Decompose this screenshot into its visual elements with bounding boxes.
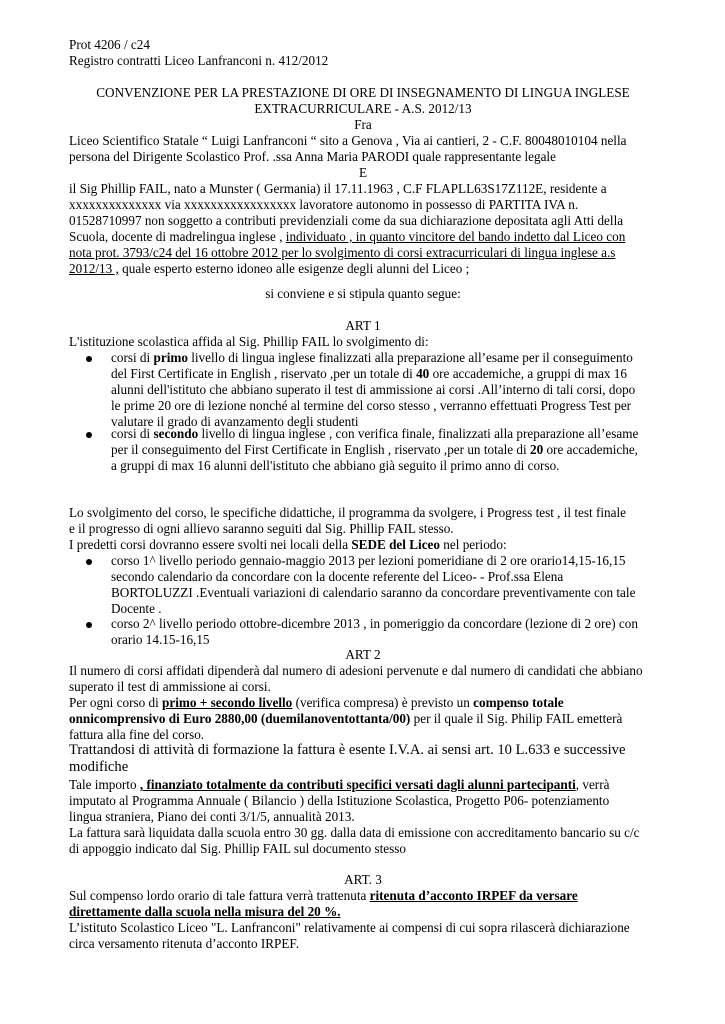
text-fragment: Sul compenso lordo orario di tale fattura verrà trattenuta bbox=[69, 888, 370, 903]
bullet-icon bbox=[86, 559, 92, 565]
art3-line2: direttamente dalla scuola nella misura del 20 %. bbox=[69, 904, 341, 919]
party2-line6 bbox=[69, 261, 657, 277]
text-fragment: ore accademiche, a gruppi di max 16 bbox=[429, 366, 627, 381]
party1-line1: Liceo Scientifico Statale “ Luigi Lanfranconi “ sito a Genova , Via ai cantieri, 2 - C.F. 80048010104 nella bbox=[69, 133, 627, 148]
art1-para2: e il progresso di ogni allievo saranno seguiti dal Sig. Phillip FAIL stesso. bbox=[69, 521, 454, 536]
text-fragment: nel periodo: bbox=[440, 537, 507, 552]
art1-course2-line3: a gruppi di max 16 alunni dell'istituto che abbiano già seguito il primo anno di corso. bbox=[111, 458, 560, 473]
art1-para1: Lo svolgimento del corso, le specifiche didattiche, il programma da svolgere, i Progress test , il test finale bbox=[69, 505, 627, 520]
level-second-bold: secondo bbox=[153, 426, 199, 441]
art1-course1-line1 bbox=[111, 350, 657, 366]
party2-line6-underlined: 2012/13 , bbox=[69, 261, 119, 276]
party2-line4-text: Scuola, docente di madrelingua inglese , bbox=[69, 229, 286, 244]
art1-course1-line2 bbox=[111, 366, 657, 382]
art1-intro: L'istituzione scolastica affida al Sig. Phillip FAIL lo svolgimento di: bbox=[69, 334, 429, 349]
party2-line2: xxxxxxxxxxxxxx via xxxxxxxxxxxxxxxxx lavoratore autonomo in possesso di PARTITA IVA n. bbox=[69, 197, 579, 212]
text-fragment: ore accademiche, bbox=[543, 442, 638, 457]
venue-bold: SEDE del Liceo bbox=[351, 537, 440, 552]
art1-course1-line3: alunni dell'istituto che abbiano superato il test di ammissione ai corsi .All’interno di tali corsi, dopo bbox=[111, 382, 636, 397]
protocol-number: Prot 4206 / c24 bbox=[69, 37, 150, 52]
text-fragment: corsi di bbox=[111, 426, 154, 441]
art2-line9: imputato al Programma Annuale ( Bilancio ) della Istituzione Scolastica, Progetto P06- potenziamento bbox=[69, 793, 610, 808]
text-fragment: Tale importo bbox=[69, 777, 140, 792]
art1-course1-line4: le prime 20 ore di lezione nonché al termine del corso stesso , verranno effettuati Progress Test per bbox=[111, 398, 632, 413]
art2-line6: Trattandosi di attività di formazione la fattura è esente I.V.A. ai sensi art. 10 L.633 e successive bbox=[69, 742, 626, 758]
art1-heading: ART 1 bbox=[345, 318, 381, 333]
party2-line6-text: quale esperto esterno idoneo alle esigenze degli alunni del Liceo ; bbox=[118, 261, 470, 276]
art2-line10: lingua straniera, Piano dei conti 3/1/5, annualità 2013. bbox=[69, 809, 355, 824]
art3-line4: circa versamento ritenuta d’acconto IRPEF. bbox=[69, 936, 300, 951]
art2-line8 bbox=[69, 777, 657, 793]
text-fragment: Per ogni corso di bbox=[69, 695, 163, 710]
art2-line1: Il numero di corsi affidati dipenderà dal numero di adesioni pervenute e dal numero di candidati che abbiano bbox=[69, 663, 643, 678]
art3-line1 bbox=[69, 888, 657, 904]
art1-course1-line5: valutare il grado di avanzamento degli studenti bbox=[111, 414, 359, 429]
text-fragment: livello di lingua inglese , con verifica finale, finalizzati alla preparazione all’esame bbox=[198, 426, 639, 441]
course-level2-line1: corso 2^ livello periodo ottobre-dicembre 2013 , in pomeriggio da concordare (lezione di 2 ore) con bbox=[111, 616, 638, 631]
contract-register: Registro contratti Liceo Lanfranconi n. 412/2012 bbox=[69, 53, 329, 68]
art1-course2-line1 bbox=[111, 426, 657, 442]
party2-line1: il Sig Phillip FAIL, nato a Munster ( Germania) il 17.11.1963 , C.F FLAPLL63S17Z112E, residente a bbox=[69, 181, 607, 196]
art2-line4 bbox=[69, 711, 657, 727]
hours-20-bold: 20 bbox=[529, 442, 544, 457]
text-fragment: corsi di bbox=[111, 350, 154, 365]
art1-para3 bbox=[69, 537, 657, 553]
agreement-statement: si conviene e si stipula quanto segue: bbox=[265, 286, 461, 301]
art2-line7: modifiche bbox=[69, 759, 129, 775]
bullet-icon bbox=[86, 622, 92, 628]
bullet-icon bbox=[86, 432, 92, 438]
course-level1-line4: Docente . bbox=[111, 601, 162, 616]
party1-line2: persona del Dirigente Scolastico Prof. .ssa Anna Maria PARODI quale rappresentante legale bbox=[69, 149, 556, 164]
document-title-line1: CONVENZIONE PER LA PRESTAZIONE DI ORE DI INSEGNAMENTO DI LINGUA INGLESE bbox=[96, 85, 630, 100]
text-fragment: I predetti corsi dovranno essere svolti nei locali della bbox=[69, 537, 352, 552]
art3-heading: ART. 3 bbox=[344, 872, 382, 887]
funding-bold-underlined: , finanziato totalmente da contributi specifici versati dagli alunni partecipanti bbox=[139, 777, 576, 792]
withholding-bold-underlined: ritenuta d’acconto IRPEF da versare bbox=[369, 888, 578, 903]
and-label: E bbox=[358, 165, 368, 180]
levels-bold-underlined: primo + secondo livello bbox=[162, 695, 293, 710]
art2-line3 bbox=[69, 695, 657, 711]
art2-line12: di appoggio indicato dal Sig. Phillip FAIL sul documento stesso bbox=[69, 841, 406, 856]
art3-line3: L’istituto Scolastico Liceo "L. Lanfranconi" relativamente ai compensi di cui sopra rilascerà dichiarazione bbox=[69, 920, 630, 935]
text-fragment: (verifica compresa) è previsto un bbox=[292, 695, 474, 710]
course-level2-line2: orario 14.15-16,15 bbox=[111, 632, 210, 647]
bullet-icon bbox=[86, 356, 92, 362]
art2-line5: fattura alla fine del corso. bbox=[69, 727, 205, 742]
art2-heading: ART 2 bbox=[345, 647, 381, 662]
course-level1-line1: corso 1^ livello periodo gennaio-maggio 2013 per lezioni pomeridiane di 2 ore orario14,15-16,15 bbox=[111, 553, 626, 568]
course-level1-line3: BORTOLUZZI .Eventuali variazioni di calendario saranno da concordare preventivamente con tale bbox=[111, 585, 636, 600]
art2-line11: La fattura sarà liquidata dalla scuola entro 30 gg. dalla data di emissione con accreditamento bancario su c/c bbox=[69, 825, 640, 840]
text-fragment: , verrà bbox=[575, 777, 610, 792]
course-level1-line2: secondo calendario da concordare con la docente referente del Liceo- - Prof.ssa Elena bbox=[111, 569, 564, 584]
party2-line3: 01528710997 non soggetto a contributi previdenziali come da sua dichiarazione depositata agli Atti della bbox=[69, 213, 624, 228]
between-label: Fra bbox=[354, 117, 372, 132]
text-fragment: per il conseguimento del First Certificate in English , riservato ,per un totale di bbox=[111, 442, 530, 457]
text-fragment: del First Certificate in English , riservato ,per un totale di bbox=[111, 366, 417, 381]
fee-amount-bold: onnicomprensivo di Euro 2880,00 (duemilanoventottanta/00) bbox=[69, 711, 411, 726]
party2-line5: nota prot. 3793/c24 del 16 ottobre 2012 per lo svolgimento di corsi extracurriculari di lingua inglese a.s bbox=[69, 245, 616, 260]
text-fragment: livello di lingua inglese finalizzati alla preparazione all’esame per il conseguimento bbox=[187, 350, 633, 365]
document-title-line2: EXTRACURRICULARE - A.S. 2012/13 bbox=[254, 101, 472, 116]
art2-line2: superato il test di ammissione ai corsi. bbox=[69, 679, 271, 694]
level-first-bold: primo bbox=[153, 350, 188, 365]
text-fragment: per il quale il Sig. Philip FAIL emetterà bbox=[410, 711, 623, 726]
art1-course2-line2 bbox=[111, 442, 657, 458]
total-fee-bold: compenso totale bbox=[473, 695, 564, 710]
party2-line4 bbox=[69, 229, 657, 245]
party2-line4-underlined: individuato , in quanto vincitore del bando indetto dal Liceo con bbox=[285, 229, 626, 244]
hours-40-bold: 40 bbox=[416, 366, 430, 381]
